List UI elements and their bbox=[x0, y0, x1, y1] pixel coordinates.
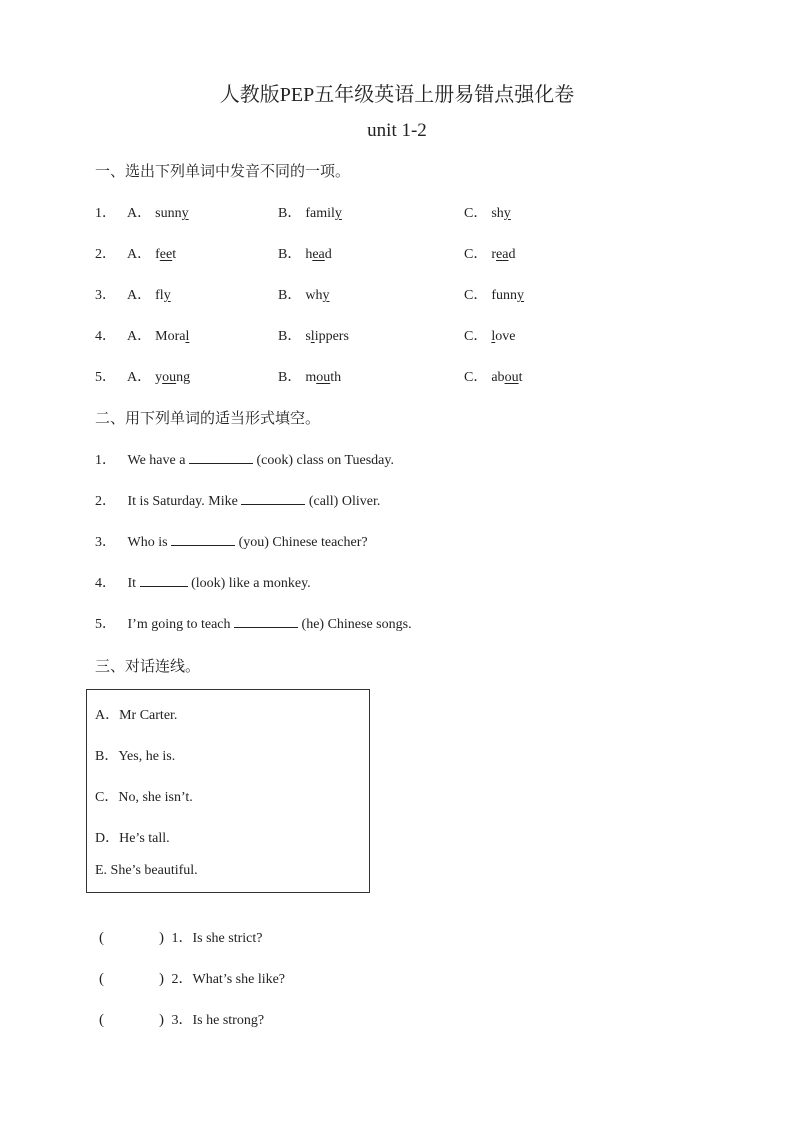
question-text: Chinese teacher? bbox=[272, 535, 368, 550]
option-label: C． bbox=[464, 329, 488, 344]
option-c[interactable] bbox=[464, 325, 515, 345]
question-text: It is Saturday. Mike bbox=[127, 494, 238, 509]
underlined-letters: l bbox=[491, 329, 496, 344]
match-question-1 bbox=[99, 927, 262, 947]
word-part: famil bbox=[305, 206, 335, 221]
word-part: ng bbox=[176, 370, 191, 385]
option-b[interactable] bbox=[278, 243, 332, 263]
option-label: C． bbox=[464, 288, 488, 303]
underlined-letters: y bbox=[163, 288, 171, 303]
option-a[interactable] bbox=[127, 243, 176, 263]
question-number: 2． bbox=[95, 494, 116, 509]
section2-heading: 二、用下列单词的适当形式填空。 bbox=[95, 411, 321, 427]
answer-blank[interactable] bbox=[171, 533, 235, 546]
word-hint: (you) bbox=[238, 535, 269, 550]
underlined-letters: ea bbox=[496, 247, 509, 262]
option-label: A． bbox=[127, 329, 152, 344]
fill-question-5 bbox=[95, 613, 412, 633]
word-part: m bbox=[305, 370, 317, 385]
option-label: B． bbox=[278, 288, 302, 303]
underlined-letters: ou bbox=[316, 370, 331, 385]
question-number: 1． bbox=[95, 453, 116, 468]
match-question-2 bbox=[99, 968, 285, 988]
question-text: Chinese songs. bbox=[327, 617, 412, 632]
word-part: r bbox=[491, 247, 497, 262]
question-text: 1．Is she strict? bbox=[171, 931, 263, 946]
option-b[interactable] bbox=[278, 325, 349, 345]
word-part: wh bbox=[305, 288, 323, 303]
word-part: ippers bbox=[314, 329, 349, 344]
option-b[interactable] bbox=[278, 366, 341, 386]
underlined-letters: y bbox=[334, 206, 342, 221]
option-b[interactable] bbox=[278, 202, 342, 222]
word-part: funn bbox=[491, 288, 518, 303]
question-text: 3．Is he strong? bbox=[171, 1013, 265, 1028]
underlined-letters: ou bbox=[504, 370, 519, 385]
word-hint: (cook) bbox=[256, 453, 293, 468]
word-hint: (he) bbox=[301, 617, 325, 632]
option-label: B． bbox=[278, 370, 302, 385]
option-label: B． bbox=[278, 206, 302, 221]
answer-option-a: A．Mr Carter. bbox=[95, 708, 178, 723]
option-a[interactable] bbox=[127, 202, 189, 222]
underlined-letters: l bbox=[310, 329, 315, 344]
word-part: sunn bbox=[155, 206, 182, 221]
fill-question-3 bbox=[95, 531, 368, 551]
question-number: 2． bbox=[95, 247, 116, 262]
question-number: 5． bbox=[95, 617, 116, 632]
answer-blank[interactable] bbox=[189, 451, 253, 464]
underlined-letters: y bbox=[503, 206, 511, 221]
word-hint: (call) bbox=[308, 494, 339, 509]
underlined-letters: ee bbox=[159, 247, 173, 262]
option-c[interactable] bbox=[464, 284, 524, 304]
word-part: d bbox=[508, 247, 516, 262]
answer-options-box bbox=[86, 689, 370, 893]
word-part: Mora bbox=[155, 329, 186, 344]
close-paren: ) bbox=[159, 1012, 164, 1028]
close-paren: ) bbox=[159, 971, 164, 987]
answer-option-c: C．No, she isn’t. bbox=[95, 790, 193, 805]
underlined-letters: y bbox=[181, 206, 189, 221]
word-part: t bbox=[518, 370, 523, 385]
word-part: th bbox=[330, 370, 342, 385]
word-part: t bbox=[172, 247, 177, 262]
underlined-letters: y bbox=[517, 288, 525, 303]
underlined-letters: y bbox=[322, 288, 330, 303]
word-hint: (look) bbox=[191, 576, 226, 591]
question-number: 3． bbox=[95, 535, 116, 550]
question-text: Oliver. bbox=[341, 494, 381, 509]
question-number: 5． bbox=[95, 370, 116, 385]
option-label: A． bbox=[127, 247, 152, 262]
underlined-letters: l bbox=[185, 329, 190, 344]
answer-blank[interactable] bbox=[234, 615, 298, 628]
option-label: A． bbox=[127, 370, 152, 385]
answer-option-d: D．He’s tall. bbox=[95, 831, 170, 846]
open-paren: ( bbox=[99, 930, 104, 946]
option-label: C． bbox=[464, 370, 488, 385]
question-number: 4． bbox=[95, 329, 116, 344]
word-part: fl bbox=[155, 288, 164, 303]
option-c[interactable] bbox=[464, 202, 511, 222]
option-label: A． bbox=[127, 206, 152, 221]
question-text: I’m going to teach bbox=[127, 617, 231, 632]
open-paren: ( bbox=[99, 971, 104, 987]
option-label: A． bbox=[127, 288, 152, 303]
question-text: like a monkey. bbox=[228, 576, 311, 591]
page-subtitle: unit 1-2 bbox=[367, 120, 427, 141]
option-a[interactable] bbox=[127, 284, 171, 304]
question-text: class on Tuesday. bbox=[296, 453, 394, 468]
option-label: C． bbox=[464, 206, 488, 221]
word-part: ove bbox=[495, 329, 516, 344]
answer-option-b: B．Yes, he is. bbox=[95, 749, 176, 764]
option-label: B． bbox=[278, 329, 302, 344]
question-number: 4． bbox=[95, 576, 116, 591]
word-part: y bbox=[155, 370, 163, 385]
open-paren: ( bbox=[99, 1012, 104, 1028]
word-part: sh bbox=[491, 206, 504, 221]
word-part: s bbox=[305, 329, 311, 344]
fill-question-2 bbox=[95, 490, 380, 510]
word-part: h bbox=[305, 247, 313, 262]
section3-heading: 三、对话连线。 bbox=[95, 659, 201, 675]
fill-question-4 bbox=[95, 572, 311, 592]
word-part: f bbox=[155, 247, 160, 262]
underlined-letters: ou bbox=[162, 370, 177, 385]
word-part: ab bbox=[491, 370, 505, 385]
option-label: C． bbox=[464, 247, 488, 262]
underlined-letters: ea bbox=[312, 247, 325, 262]
option-label: B． bbox=[278, 247, 302, 262]
word-part: d bbox=[324, 247, 332, 262]
option-a[interactable] bbox=[127, 325, 189, 345]
question-number: 3． bbox=[95, 288, 116, 303]
option-b[interactable] bbox=[278, 284, 329, 304]
answer-option-e: E. She’s beautiful. bbox=[95, 863, 198, 878]
section1-heading: 一、选出下列单词中发音不同的一项。 bbox=[95, 164, 351, 180]
page-title: 人教版PEP五年级英语上册易错点强化卷 bbox=[219, 84, 575, 106]
fill-question-1 bbox=[95, 449, 394, 469]
question-text: Who is bbox=[127, 535, 168, 550]
answer-blank[interactable] bbox=[241, 492, 305, 505]
question-number: 1． bbox=[95, 206, 116, 221]
close-paren: ) bbox=[159, 930, 164, 946]
option-c[interactable] bbox=[464, 243, 515, 263]
option-a[interactable] bbox=[127, 366, 190, 386]
option-c[interactable] bbox=[464, 366, 522, 386]
match-question-3 bbox=[99, 1009, 264, 1029]
question-text: We have a bbox=[127, 453, 186, 468]
answer-blank[interactable] bbox=[140, 574, 188, 587]
question-text: 2．What’s she like? bbox=[171, 972, 286, 987]
question-text: It bbox=[127, 576, 137, 591]
